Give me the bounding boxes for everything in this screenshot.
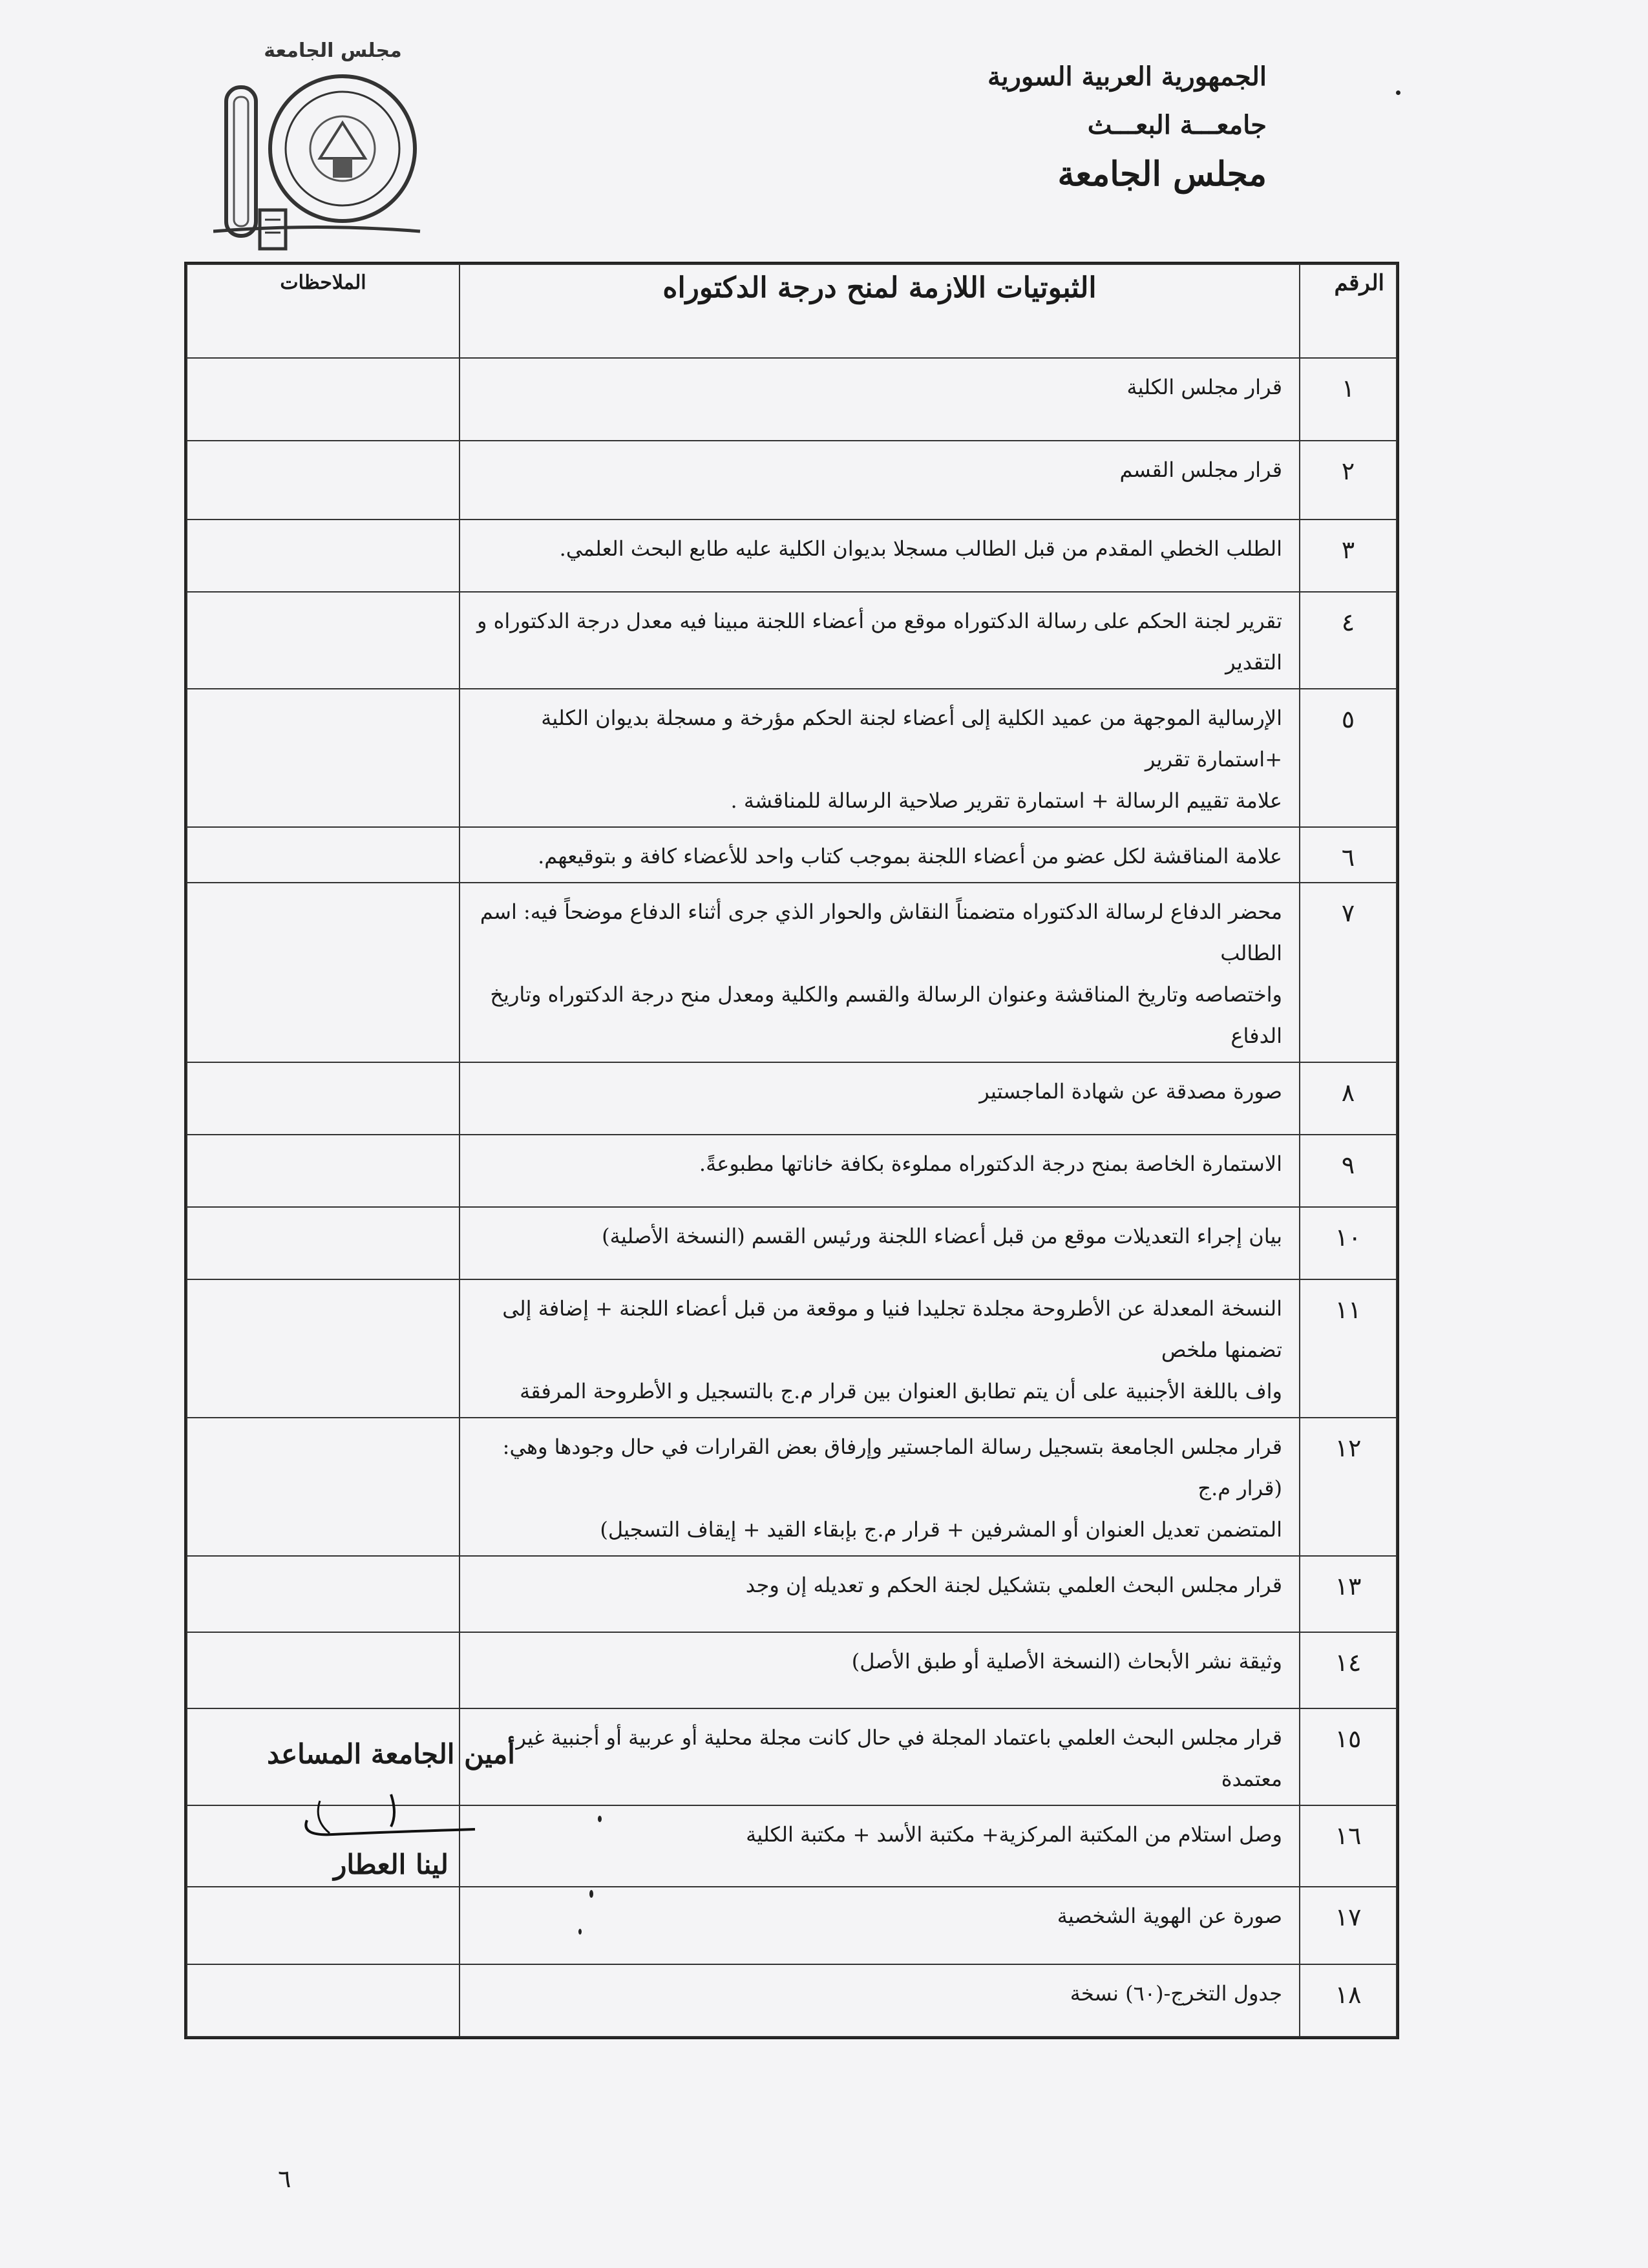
row-number: ١٨	[1300, 1964, 1397, 2037]
requirement-line: قرار مجلس القسم	[1119, 457, 1282, 482]
row-number: ١	[1300, 358, 1397, 441]
row-number: ٢	[1300, 441, 1397, 520]
requirement-cell	[460, 1632, 1300, 1708]
row-number: ٨	[1300, 1062, 1397, 1135]
table-row	[187, 827, 1397, 883]
notes-cell	[187, 1964, 460, 2037]
row-number: ١٤	[1300, 1632, 1397, 1708]
requirement-line: النسخة المعدلة عن الأطروحة مجلدة تجليدا فنيا و موقعة من قبل أعضاء اللجنة + إضافة إلى تضمنها ملخص	[502, 1296, 1282, 1362]
notes-cell	[187, 1887, 460, 1964]
row-number: ١٠	[1300, 1207, 1397, 1279]
page-number: ٦	[278, 2165, 291, 2193]
requirement-cell	[460, 1887, 1300, 1964]
requirement-cell	[460, 883, 1300, 1062]
requirement-line: واختصاصه وتاريخ المناقشة وعنوان الرسالة والقسم والكلية ومعدل منح درجة الدكتوراه وتاريخ الدفاع	[490, 982, 1282, 1048]
requirement-line: علامة المناقشة لكل عضو من أعضاء اللجنة بموجب كتاب واحد للأعضاء كافة و بتوقيعهم.	[538, 844, 1282, 868]
row-number: ١٥	[1300, 1708, 1397, 1805]
requirement-cell	[460, 1708, 1300, 1805]
requirement-line: قرار مجلس البحث العلمي بتشكيل لجنة الحكم و تعديله إن وجد	[745, 1573, 1282, 1597]
row-number: ٣	[1300, 520, 1397, 592]
requirement-line: قرار مجلس البحث العلمي باعتماد المجلة في حال كانت مجلة محلية أو عربية أو أجنبية غير معتمدة	[516, 1725, 1282, 1791]
requirement-cell	[460, 827, 1300, 883]
notes-cell	[187, 1207, 460, 1279]
requirement-line: محضر الدفاع لرسالة الدكتوراه متضمناً النقاش والحوار الذي جرى أثناء الدفاع موضحاً فيه: اسم الطالب	[480, 899, 1282, 965]
notes-cell	[187, 1632, 460, 1708]
requirement-line: وثيقة نشر الأبحاث (النسخة الأصلية أو طبق الأصل)	[851, 1649, 1282, 1674]
row-number: ١٣	[1300, 1556, 1397, 1632]
requirement-cell	[460, 592, 1300, 689]
table-row	[187, 1135, 1397, 1207]
scan-speck	[578, 1929, 582, 1935]
column-header-notes: الملاحظات	[187, 264, 460, 358]
header-republic: الجمهورية العربية السورية	[988, 61, 1267, 92]
notes-cell	[187, 883, 460, 1062]
requirement-line: المتضمن تعديل العنوان أو المشرفين + قرار م.ج بإبقاء القيد + إيقاف التسجيل)	[600, 1517, 1282, 1542]
table-row	[187, 520, 1397, 592]
notes-cell	[187, 1135, 460, 1207]
requirement-cell	[460, 1964, 1300, 2037]
table-row	[187, 1279, 1397, 1418]
requirement-line: قرار مجلس الكلية	[1126, 375, 1282, 399]
notes-cell	[187, 1556, 460, 1632]
university-seal-icon	[213, 26, 427, 258]
scan-speck	[589, 1890, 593, 1898]
notes-cell	[187, 1279, 460, 1418]
column-header-number: الرقم	[1300, 264, 1397, 358]
table-row	[187, 883, 1397, 1062]
header-university: جامعـــة البعـــث	[1087, 110, 1267, 140]
requirement-line: الإرسالية الموجهة من عميد الكلية إلى أعضاء لجنة الحكم مؤرخة و مسجلة بديوان الكلية +استمارة تقرير	[541, 706, 1282, 772]
table-row	[187, 592, 1397, 689]
requirement-line: الطلب الخطي المقدم من قبل الطالب مسجلا بديوان الكلية عليه طابع البحث العلمي.	[559, 536, 1282, 561]
notes-cell	[187, 827, 460, 883]
row-number: ٩	[1300, 1135, 1397, 1207]
requirement-line: تقرير لجنة الحكم على رسالة الدكتوراه موقع من أعضاء اللجنة مبينا فيه معدل درجة الدكتوراه و التقدير	[476, 609, 1282, 675]
row-number: ١٦	[1300, 1805, 1397, 1887]
requirement-cell	[460, 689, 1300, 827]
requirement-cell	[460, 441, 1300, 520]
notes-cell	[187, 1418, 460, 1556]
seal-label: مجلس الجامعة	[264, 39, 402, 62]
requirement-cell	[460, 1556, 1300, 1632]
row-number: ٦	[1300, 827, 1397, 883]
signatory-title: أمين الجامعة المساعد	[267, 1738, 515, 1770]
row-number: ٥	[1300, 689, 1397, 827]
requirement-cell	[460, 1207, 1300, 1279]
notes-cell	[187, 441, 460, 520]
row-number: ١١	[1300, 1279, 1397, 1418]
table-row	[187, 1632, 1397, 1708]
requirement-line: علامة تقييم الرسالة + استمارة تقرير صلاحية الرسالة للمناقشة .	[730, 788, 1282, 813]
table-row	[187, 689, 1397, 827]
scan-speck	[1396, 90, 1400, 95]
university-seal	[213, 26, 427, 258]
requirement-line: بيان إجراء التعديلات موقع من قبل أعضاء اللجنة ورئيس القسم (النسخة الأصلية)	[602, 1224, 1282, 1248]
requirement-line: صورة مصدقة عن شهادة الماجستير	[979, 1079, 1282, 1104]
column-header-requirement: الثبوتيات اللازمة لمنح درجة الدكتوراه	[460, 264, 1300, 358]
table-row	[187, 1207, 1397, 1279]
requirement-line: جدول التخرج-(٦٠) نسخة	[1070, 1981, 1282, 2006]
requirement-line: وصل استلام من المكتبة المركزية+ مكتبة الأسد + مكتبة الكلية	[746, 1822, 1282, 1847]
row-number: ١٢	[1300, 1418, 1397, 1556]
notes-cell	[187, 689, 460, 827]
notes-cell	[187, 358, 460, 441]
notes-cell	[187, 592, 460, 689]
requirement-line: قرار مجلس الجامعة بتسجيل رسالة الماجستير وإرفاق بعض القرارات في حال وجودها وهي: (قرار م.ج	[502, 1434, 1282, 1500]
row-number: ٧	[1300, 883, 1397, 1062]
requirement-cell	[460, 358, 1300, 441]
requirement-cell	[460, 1418, 1300, 1556]
requirement-line: صورة عن الهوية الشخصية	[1057, 1904, 1282, 1928]
row-number: ١٧	[1300, 1887, 1397, 1964]
header-council: مجلس الجامعة	[1057, 154, 1267, 194]
requirement-cell	[460, 1279, 1300, 1418]
notes-cell	[187, 520, 460, 592]
table-row	[187, 1887, 1397, 1964]
signature-block	[255, 1738, 527, 1880]
requirement-cell	[460, 1805, 1300, 1887]
signatory-name: لينا العطار	[333, 1849, 449, 1880]
table-row	[187, 1556, 1397, 1632]
requirement-cell	[460, 1062, 1300, 1135]
scan-speck	[598, 1816, 602, 1822]
requirement-cell	[460, 1135, 1300, 1207]
row-number: ٤	[1300, 592, 1397, 689]
table-row	[187, 441, 1397, 520]
table-row	[187, 358, 1397, 441]
requirement-cell	[460, 520, 1300, 592]
table-row	[187, 1062, 1397, 1135]
signature-scribble	[294, 1775, 488, 1846]
table-header-row	[187, 264, 1397, 358]
notes-cell	[187, 1062, 460, 1135]
table-row	[187, 1418, 1397, 1556]
requirement-line: واف باللغة الأجنبية على أن يتم تطابق العنوان بين قرار م.ج بالتسجيل و الأطروحة المرفقة	[520, 1379, 1282, 1403]
letterhead	[814, 61, 1267, 194]
table-row	[187, 1964, 1397, 2037]
requirement-line: الاستمارة الخاصة بمنح درجة الدكتوراه مملوءة بكافة خاناتها مطبوعةً.	[699, 1151, 1282, 1176]
